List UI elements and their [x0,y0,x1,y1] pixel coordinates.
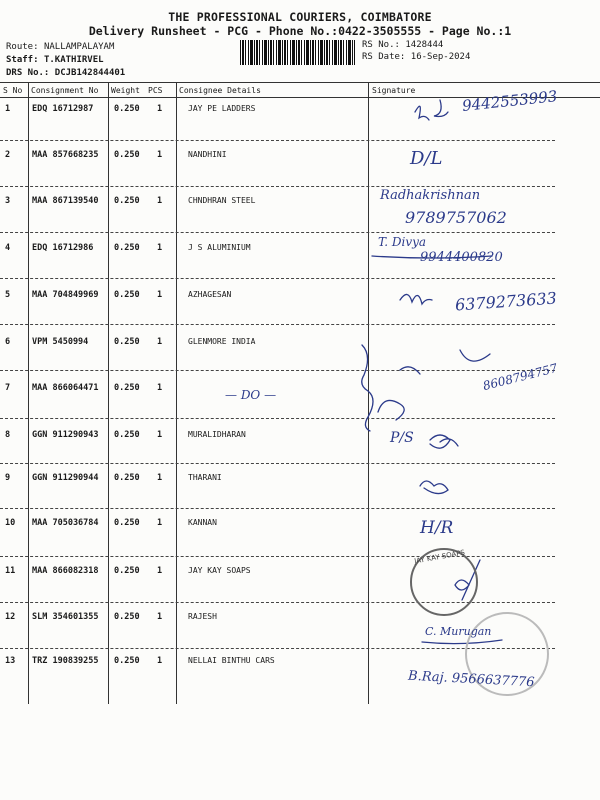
staff-line [6,55,104,65]
handwritten-row4-name: T. Divya [378,235,427,249]
row-consignee: NANDHINI [188,150,227,159]
row-pcs: 1 [157,337,163,347]
handwritten-row7-ditto: — DO — [225,388,277,402]
drs-value: DCJB142844401 [54,68,126,78]
row-sno: 7 [5,383,11,393]
drs-label: DRS No.: [6,68,50,78]
row-separator [0,556,555,557]
row-consignment-no: VPM 5450994 [32,337,89,347]
col-header-signature: Signature [372,86,416,95]
row-consignee: KANNAN [188,518,217,527]
col-header-consignment: Consignment No [31,86,99,95]
table-row [0,566,600,586]
col-header-weight: Weight [111,86,140,95]
row-sno: 10 [5,518,16,528]
row-pcs: 1 [157,290,163,300]
row-consignment-no: GGN 911290944 [32,473,99,483]
row-pcs: 1 [157,104,163,114]
col-header-consignee: Consignee Details [179,86,261,95]
row-consignment-no: GGN 911290943 [32,430,99,440]
barcode-image [240,40,355,65]
row-consignee: MURALIDHARAN [188,430,246,439]
row-pcs: 1 [157,656,163,666]
row-separator [0,602,555,603]
row-weight: 0.250 [114,104,140,114]
table-row [0,150,600,170]
handwritten-row3-phone: 9789757062 [405,208,507,227]
row-consignee: THARANI [188,473,222,482]
row-separator [0,324,555,325]
row-weight: 0.250 [114,196,140,206]
row-consignee: RAJESH [188,612,217,621]
rs-no-line [362,40,443,50]
table-row [0,518,600,538]
row-pcs: 1 [157,518,163,528]
rs-no-value: 1428444 [405,40,444,50]
row-weight: 0.250 [114,383,140,393]
row-pcs: 1 [157,612,163,622]
row-consignee: J S ALUMINIUM [188,243,251,252]
handwritten-row13: B.Raj. 9566637776 [407,668,535,691]
row-pcs: 1 [157,383,163,393]
row-consignment-no: MAA 866064471 [32,383,99,393]
row-sno: 8 [5,430,11,440]
handwritten-row8: P/S [390,430,414,446]
rs-date-value: 16-Sep-2024 [410,52,471,62]
company-title: THE PROFESSIONAL COURIERS, COIMBATORE [168,10,432,24]
table-row [0,196,600,216]
handwritten-row3-name: Radhakrishnan [380,188,481,203]
row-weight: 0.250 [114,290,140,300]
table-row [0,430,600,450]
row-consignment-no: MAA 866082318 [32,566,99,576]
row-sno: 1 [5,104,11,114]
row-weight: 0.250 [114,430,140,440]
handwritten-row4-phone: 9944400820 [420,250,503,265]
table-row [0,337,600,357]
row-sno: 5 [5,290,11,300]
row-consignment-no: SLM 354601355 [32,612,99,622]
row-pcs: 1 [157,473,163,483]
row-weight: 0.250 [114,243,140,253]
route-value: NALLAMPALAYAM [43,42,115,52]
row-separator [0,278,555,279]
row-sno: 13 [5,656,16,666]
rs-no-label: RS No.: [362,40,400,50]
row-consignee: JAY KAY SOAPS [188,566,251,575]
row-consignee: GLENMORE INDIA [188,337,256,346]
row-consignee: CHNDHRAN STEEL [188,196,256,205]
handwritten-row1: 9442553993 [461,87,559,115]
row-sno: 2 [5,150,11,160]
rs-date-label: RS Date: [362,52,406,62]
row-pcs: 1 [157,150,163,160]
row-weight: 0.250 [114,150,140,160]
row-consignment-no: EDQ 16712987 [32,104,94,114]
row-separator [0,186,555,187]
row-consignment-no: MAA 867139540 [32,196,99,206]
handwritten-row5: 6379273633 [454,288,558,315]
handwritten-row7-phone: 8608794757 [481,360,559,394]
row-weight: 0.250 [114,566,140,576]
row-consignment-no: TRZ 190839255 [32,656,99,666]
handwritten-row2: D/L [410,148,443,169]
handwritten-row12: C. Murugan [425,625,492,638]
row-pcs: 1 [157,566,163,576]
route-label: Route: [6,42,39,52]
runsheet-subtitle: Delivery Runsheet - PCG - Phone No.:0422-3505555 - Page No.:1 [88,24,512,38]
row-consignee: JAY PE LADDERS [188,104,256,113]
route-line [6,42,114,52]
row-weight: 0.250 [114,337,140,347]
handwritten-row10: H/R [420,518,454,538]
row-separator [0,463,555,464]
row-weight: 0.250 [114,656,140,666]
row-weight: 0.250 [114,473,140,483]
row-consignment-no: MAA 704849969 [32,290,99,300]
row-consignee: NELLAI BINTHU CARS [188,656,275,665]
row-consignment-no: MAA 705036784 [32,518,99,528]
col-header-pcs: PCS [148,86,163,95]
table-top-rule [0,82,600,83]
rs-date-line [362,52,470,62]
staff-label: Staff: [6,55,39,65]
row-sno: 9 [5,473,11,483]
row-sno: 4 [5,243,11,253]
row-pcs: 1 [157,243,163,253]
row-sno: 3 [5,196,11,206]
row-separator [0,418,555,419]
stamp-text: JAY KAY SOAPS [413,548,466,566]
row-separator [0,140,555,141]
row-consignee: AZHAGESAN [188,290,232,299]
row-weight: 0.250 [114,518,140,528]
row-consignment-no: MAA 857668235 [32,150,99,160]
staff-value: T.KATHIRVEL [43,55,104,65]
row-sno: 11 [5,566,16,576]
row-separator [0,232,555,233]
row-weight: 0.250 [114,612,140,622]
row-separator [0,508,555,509]
row-pcs: 1 [157,196,163,206]
drs-line [6,68,125,78]
row-consignment-no: EDQ 16712986 [32,243,94,253]
table-row [0,243,600,263]
table-row [0,473,600,493]
row-pcs: 1 [157,430,163,440]
col-header-sno: S No [3,86,23,95]
row-sno: 6 [5,337,11,347]
row-separator [0,370,555,371]
row-sno: 12 [5,612,16,622]
